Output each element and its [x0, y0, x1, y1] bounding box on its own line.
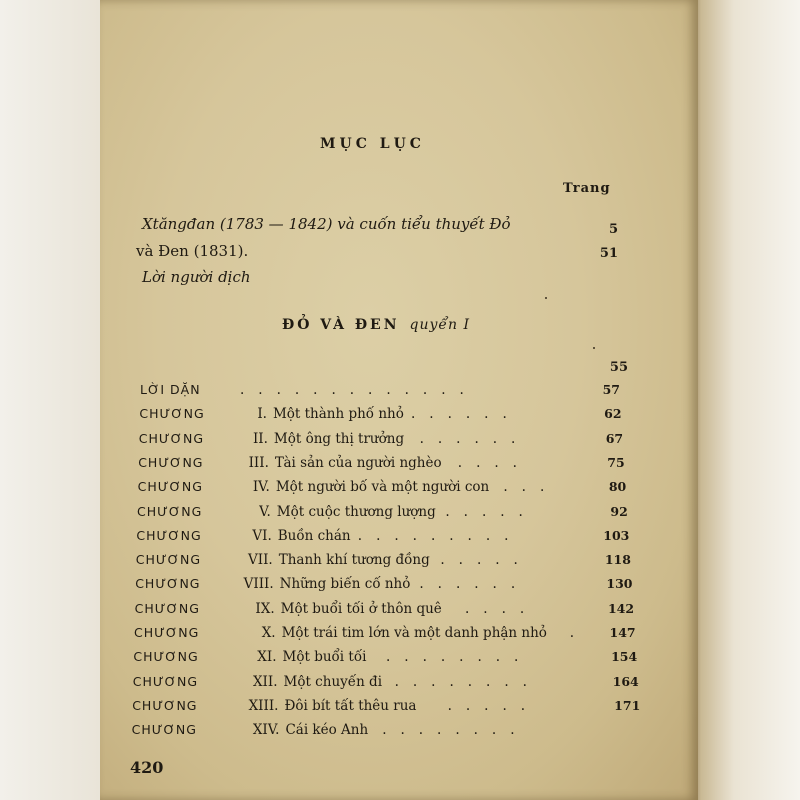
- toc-row-chapter: [100, 698, 680, 722]
- part-title-text: ĐỎ VÀ ĐEN: [282, 317, 400, 333]
- intro-entry-1: Xtăngđan (1783 — 1842) và cuốn tiểu thuyết Đỏ: [142, 215, 511, 233]
- chapter-title: Một ông thị trưởng: [273, 430, 405, 447]
- toc-row-label: LỜI DẶN: [140, 382, 201, 397]
- toc-row-chapter: [100, 504, 680, 528]
- leader-dots: ........: [382, 722, 529, 739]
- chapter-title: Một trái tim lớn và một danh phận nhỏ: [281, 625, 547, 641]
- toc-row-label: CHƯƠNG: [136, 527, 202, 543]
- chapter-number: XIV.: [252, 722, 280, 739]
- toc-row-label: CHƯƠNG: [132, 697, 198, 713]
- chapter-page: 130: [606, 576, 633, 592]
- leader-dots: .: [569, 625, 589, 641]
- leader-dots: ....: [465, 600, 539, 617]
- toc-row-chapter: [100, 625, 680, 649]
- leader-dots: .....: [447, 697, 540, 714]
- toc-row-label: CHƯƠNG: [138, 430, 205, 446]
- toc-row-label: CHƯƠNG: [131, 722, 197, 738]
- toc-row-label: CHƯƠNG: [139, 406, 205, 422]
- toc-row-chapter: [100, 528, 680, 552]
- toc-row-chapter: [100, 674, 680, 698]
- leader-dots: ......: [419, 430, 530, 447]
- background-right: [690, 0, 800, 800]
- chapter-title: Buồn chán: [277, 527, 351, 544]
- toc-row-label: CHƯƠNG: [138, 454, 204, 470]
- part-page: 55: [609, 360, 628, 375]
- chapter-page: 154: [611, 649, 638, 665]
- chapter-title: Thanh khí tương đồng: [278, 552, 430, 569]
- intro-entry-1-continuation: và Đen (1831).: [136, 242, 249, 260]
- chapter-title: Một buổi tối ở thôn quê: [280, 600, 442, 617]
- chapter-number: IV.: [252, 479, 270, 496]
- toc-row-label: CHƯƠNG: [134, 600, 200, 616]
- toc-row-label: CHƯƠNG: [137, 503, 203, 519]
- chapter-title: Cái kéo Anh: [285, 722, 369, 739]
- chapter-number: VII.: [248, 552, 273, 569]
- chapter-title: Một buổi tối: [282, 649, 367, 666]
- intro-entry-2-page: 51: [599, 246, 618, 261]
- chapter-page: 57: [602, 382, 620, 397]
- toc-row-chapter: [100, 722, 680, 746]
- chapter-title: Một người bố và một người con: [275, 479, 490, 496]
- book-page: [100, 0, 698, 800]
- toc-row-chapter: [100, 431, 680, 455]
- chapter-number: XIII.: [248, 697, 279, 714]
- chapter-number: VIII.: [243, 576, 274, 593]
- chapter-page: 171: [614, 697, 641, 713]
- chapter-page: 80: [608, 479, 627, 495]
- chapter-title: Một thành phố nhỏ: [272, 406, 404, 423]
- toc-row-label: CHƯƠNG: [133, 649, 199, 665]
- toc-row-chapter: [100, 552, 680, 576]
- toc-row-label: CHƯƠNG: [134, 625, 200, 640]
- chapter-page: 103: [603, 527, 630, 543]
- chapter-page: 142: [607, 600, 635, 616]
- chapter-page: 67: [605, 430, 624, 446]
- chapter-page: 147: [609, 625, 636, 640]
- leader-dots: .....: [445, 503, 537, 520]
- chapter-title: Đôi bít tất thêu rua: [284, 697, 417, 714]
- chapter-page: 92: [610, 503, 628, 519]
- chapter-number: X.: [261, 625, 276, 641]
- chapter-title: Những biến cố nhỏ: [279, 576, 411, 593]
- chapter-number: I.: [257, 406, 267, 423]
- chapter-page: 164: [612, 673, 639, 689]
- chapter-page: 118: [604, 552, 631, 568]
- leader-dots: ......: [419, 576, 530, 593]
- chapter-number: XII.: [252, 673, 278, 690]
- leader-dots: ....: [457, 454, 531, 471]
- leader-dots: .........: [357, 527, 523, 544]
- chapter-title: Một chuyến đi: [283, 673, 383, 690]
- leader-dots: ........: [394, 673, 541, 690]
- chapter-number: XI.: [257, 649, 277, 666]
- toc-row-chapter: [100, 455, 680, 479]
- chapter-number: IX.: [255, 600, 275, 617]
- chapter-number: VI.: [252, 527, 272, 544]
- leader-dots: .....: [440, 552, 532, 569]
- page-number: 420: [130, 758, 164, 777]
- chapter-number: III.: [248, 454, 269, 471]
- toc-row-label: CHƯƠNG: [135, 552, 202, 568]
- toc-title: MỤC LỤC: [320, 136, 425, 152]
- toc-row-label: CHƯƠNG: [137, 479, 203, 495]
- leader-dots: ......: [411, 406, 521, 423]
- page-column-header: Trang: [563, 181, 611, 196]
- leader-dots: ...: [503, 479, 559, 496]
- part-volume: quyển I: [409, 317, 471, 333]
- chapter-number: II.: [252, 430, 268, 447]
- intro-entry-2: Lời người dịch: [142, 268, 251, 286]
- toc-row-label: CHƯƠNG: [132, 673, 199, 689]
- toc-row-chapter: [100, 649, 680, 673]
- background-left: [0, 0, 100, 800]
- chapter-page: 75: [607, 454, 625, 470]
- chapter-number: V.: [259, 503, 271, 520]
- leader-dots: ........: [386, 649, 533, 666]
- intro-entry-1-page: 5: [608, 222, 618, 237]
- chapter-title: Tài sản của người nghèo: [274, 454, 442, 471]
- chapter-page: 62: [604, 406, 622, 422]
- toc-row-chapter: [100, 576, 680, 600]
- toc-row-label: CHƯƠNG: [135, 576, 201, 592]
- paper-speck: [545, 297, 547, 299]
- chapter-title: Một cuộc thương lượng: [276, 503, 436, 520]
- toc-row-foreword: [100, 382, 680, 406]
- toc-row-chapter: [100, 601, 680, 625]
- paper-speck: [593, 347, 595, 349]
- leader-dots: .............: [240, 382, 478, 398]
- toc-row-chapter: [100, 406, 680, 430]
- toc-row-chapter: [100, 479, 680, 503]
- part-title: [282, 317, 470, 333]
